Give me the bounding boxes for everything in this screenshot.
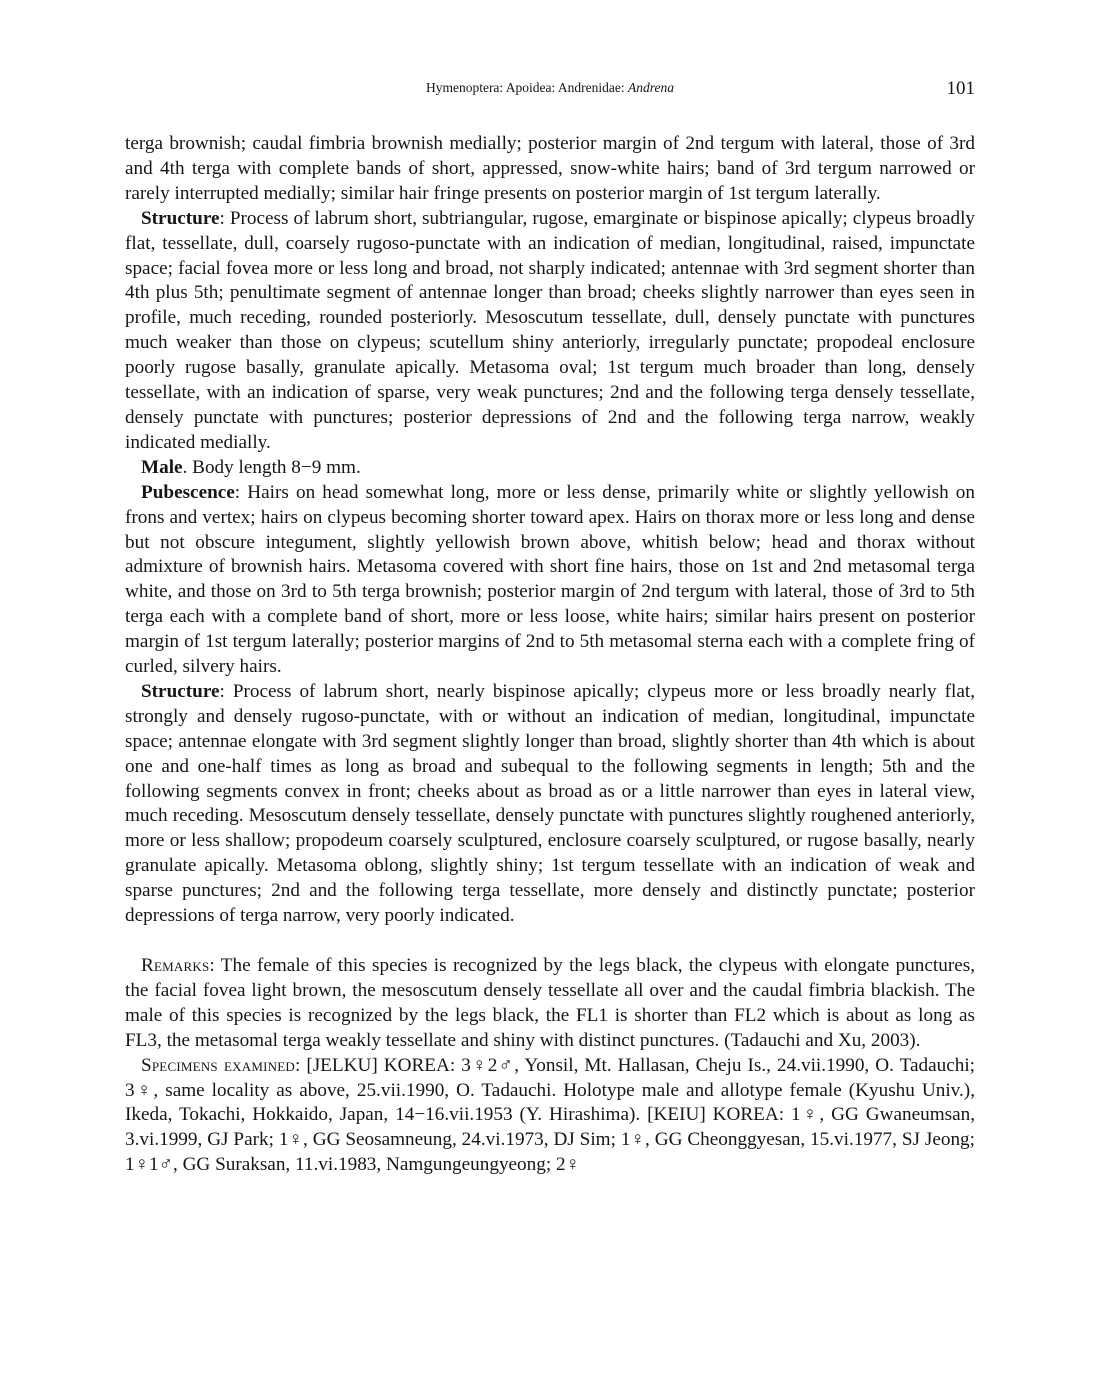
paragraph-male-pubescence bbox=[125, 481, 975, 680]
paragraph-female-pubescence-continued bbox=[125, 132, 975, 207]
paragraph-text: . Body length 8−9 mm. bbox=[182, 456, 361, 478]
paragraph-text: : Process of labrum short, nearly bispinose apically; clypeus more or less broadly nearly flat, strongly and densely rugoso-punctate, with or without an indication of median, longitudinal, impunctate space; antennae elongate with 3rd segment slightly longer than broad, slightly shorter than 4th which is about one and one-half times as long as broad and subequal to the following segments in length; 5th and the following segments convex in front; cheeks about as broad as or a little narrower than eyes in lateral view, much receding. Mesoscutum densely tessellate, densely punctate with punctures slightly roughened anteriorly, more or less shallow; propodeum coarsely sculptured, enclosure coarsely sculptured, or rugose basally, nearly granulate apically. Metasoma oblong, slightly shiny; 1st tergum tessellate with an indication of weak and sparse punctures; 2nd and the following terga tessellate, more densely and distinctly punctate; posterior depressions of terga narrow, very poorly indicated. bbox=[125, 680, 975, 927]
paragraph-text: terga brownish; caudal fimbria brownish medially; posterior margin of 2nd tergum with lateral, those of 3rd and 4th terga with complete bands of short, appressed, snow-white hairs; band of 3rd tergum narrowed or rarely interrupted medially; similar hair fringe presents on posterior margin of 1st tergum laterally. bbox=[125, 133, 975, 204]
paragraph-male-structure bbox=[125, 680, 975, 929]
paragraph-text: : Hairs on head somewhat long, more or less dense, primarily white or slightly yellowish on frons and vertex; hairs on clypeus becoming shorter toward apex. Hairs on thorax more or less long and dense but not obscure integument, slightly yellowish brown above, whitish below; head and thorax without admixture of brownish hairs. Metasoma covered with short fine hairs, those on 1st and 2nd metasomal terga white, and those on 3rd to 5th terga brownish; posterior margin of 2nd tergum with lateral, those of 3rd to 5th terga each with a complete band of short, more or less loose, white hairs; similar hairs present on posterior margin of 1st tergum laterally; posterior margins of 2nd to 5th metasomal sterna each with a complete fring of curled, silvery hairs. bbox=[125, 481, 975, 678]
paragraph-heading: Pubescence bbox=[141, 481, 235, 503]
paragraph-text: : The female of this species is recognized by the legs black, the clypeus with elongate punctures, the facial fovea light brown, the mesoscutum densely tessellate all over and the caudal fimbria blackish. The male of this species is recognized by the legs black, the FL1 is shorter than FL2 which is about as long as FL3, the metasomal terga weakly tessellate and shiny with distinct punctures. (Tadauchi and Xu, 2003). bbox=[125, 955, 975, 1051]
paragraph-text: : Process of labrum short, subtriangular, rugose, emarginate or bispinose apically; clypeus broadly flat, tessellate, dull, coarsely rugoso-punctate with an indication of median, longitudinal, raised, impunctate space; facial fovea more or less long and broad, not sharply indicated; antennae with 3rd segment shorter than 4th plus 5th; penultimate segment of antennae longer than broad; cheeks slightly narrower than eyes seen in profile, much receding, rounded posteriorly. Mesoscutum tessellate, dull, densely punctate with punctures much weaker than those on clypeus; scutellum shiny anteriorly, irregularly punctate; propodeal enclosure poorly rugose basally, granulate apically. Metasoma oval; 1st tergum much broader than long, densely tessellate, with an indication of sparse, very weak punctures; 2nd and the following terga densely tessellate, densely punctate with punctures; posterior depressions of 2nd and the following terga narrow, weakly indicated medially. bbox=[125, 207, 975, 453]
paragraph-heading: Structure bbox=[141, 680, 220, 702]
running-head bbox=[125, 78, 975, 100]
paragraph-remarks bbox=[125, 954, 975, 1054]
paragraph-heading: Specimens examined bbox=[141, 1054, 295, 1076]
running-title-prefix: Hymenoptera: Apoidea: Andrenidae: bbox=[425, 80, 629, 95]
running-title-genus: Andrena bbox=[628, 80, 675, 95]
paragraph-heading: Male bbox=[141, 456, 183, 478]
running-title bbox=[125, 80, 975, 96]
paragraph-specimens-examined bbox=[125, 1054, 975, 1179]
paragraph-heading: Structure bbox=[141, 207, 220, 229]
page-number: 101 bbox=[946, 78, 975, 99]
paragraph-heading: Remarks bbox=[141, 955, 210, 976]
paragraph-text: : [JELKU] KOREA: 3♀2♂, Yonsil, Mt. Hallasan, Cheju Is., 24.vii.1990, O. Tadauchi; 3♀, same locality as above, 25.vii.1990, O. Tadauchi. Holotype male and allotype female (Kyushu Univ.), Ikeda, Tokachi, Hokkaido, Japan, 14−16.vii.1953 (Y. Hirashima). [KEIU] KOREA: 1♀, GG Gwaneumsan, 3.vi.1999, GJ Park; 1♀, GG Seosamneung, 24.vi.1973, DJ Sim; 1♀, GG Cheonggyesan, 15.vi.1977, SJ Jeong; 1♀1♂, GG Suraksan, 11.vi.1983, Namgungeungyeong; 2♀ bbox=[125, 1054, 975, 1176]
body-text bbox=[125, 132, 975, 1178]
paragraph-male-body-length bbox=[125, 456, 975, 481]
paragraph-female-structure bbox=[125, 207, 975, 456]
